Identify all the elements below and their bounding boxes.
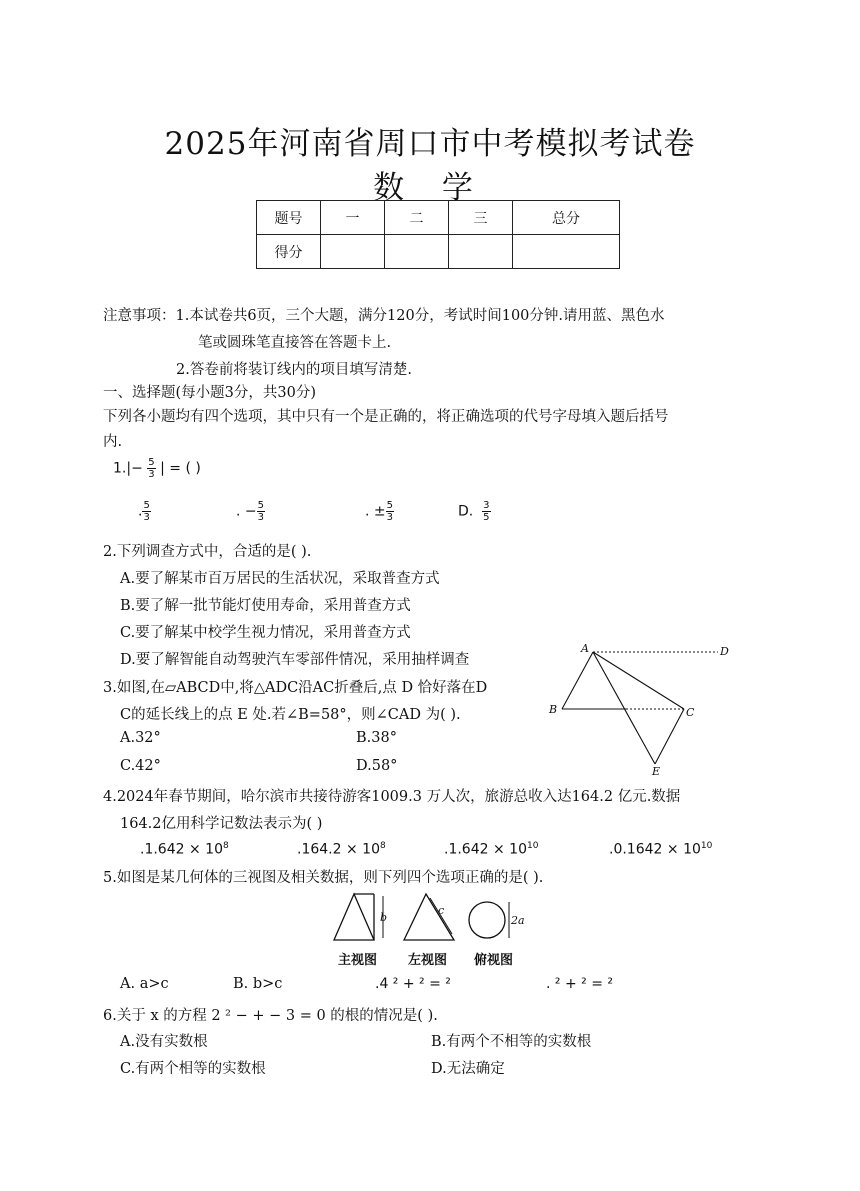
caption-side-view: 左视图 [408, 953, 448, 968]
q6-option-d[interactable]: D.无法确定 [431, 1061, 505, 1077]
q2-option-a[interactable]: A.要了解某市百万居民的生活状况，采取普查方式 [120, 571, 440, 587]
front-view-triangle [334, 894, 374, 940]
q3-option-c[interactable]: C.42° [120, 758, 161, 774]
q5-stem: 5.如图是某几何体的三视图及相关数据，则下列四个选项正确的是( ). [103, 870, 544, 886]
exponent: 8 [379, 841, 386, 851]
q5-option-c[interactable]: .4 ² + ² = ² [375, 976, 451, 992]
segment-ac [593, 652, 684, 709]
label-e: E [652, 765, 661, 778]
q3-option-d[interactable]: D.58° [356, 758, 398, 774]
q4-stem-2: 164.2亿用科学记数法表示为( ) [120, 816, 323, 832]
frac-num: 5 [143, 500, 150, 511]
q4-stem-1: 4.2024年春节期间，哈尔滨市共接待游客1009.3 万人次，旅游总收入达164.2 亿元.数据 [103, 789, 681, 805]
score-table [256, 200, 620, 269]
frac-num: 5 [386, 500, 394, 511]
subject-title: 数 学 [373, 170, 487, 206]
notes-line-1: 注意事项：1.本试卷共6页，三个大题，满分120分，考试时间100分钟.请用蓝、黑色水 [103, 308, 665, 324]
segment-ab [562, 652, 593, 709]
q6-option-b[interactable]: B.有两个不相等的实数根 [431, 1034, 592, 1050]
frac-den: 3 [257, 512, 265, 523]
q6-option-a[interactable]: A.没有实数根 [120, 1034, 208, 1050]
exam-title: 2025年河南省周口市中考模拟考试卷 [164, 126, 696, 162]
q3-stem-1: 3.如图,在▱ABCD中,将△ADC沿AC折叠后,点 D 恰好落在D [103, 680, 488, 696]
frac-num: 5 [257, 500, 265, 511]
q4-option-b[interactable] [297, 841, 386, 858]
q2-option-d[interactable]: D.要了解智能自动驾驶汽车零部件情况，采用抽样调查 [120, 652, 470, 668]
q1-option-a[interactable] [138, 500, 151, 523]
section-intro-2: 内. [103, 434, 123, 450]
label-a: A [581, 642, 589, 655]
q3-option-b[interactable]: B.38° [356, 730, 397, 746]
q4-option-d[interactable] [609, 841, 712, 858]
option-fraction [142, 500, 150, 523]
q1-option-d[interactable] [458, 500, 491, 523]
caption-top-view: 俯视图 [474, 953, 514, 968]
q1-stem [113, 457, 201, 480]
q1-prefix: 1.|− [113, 460, 143, 477]
frac-den: 3 [148, 469, 155, 480]
q1-option-b[interactable] [236, 500, 265, 523]
notes-line-2: 笔或圆珠笔直接答在答题卡上. [198, 335, 392, 351]
q5-option-a[interactable]: A. a>c [120, 976, 169, 992]
score-header-cell: 题号 [257, 201, 321, 235]
score-row-label: 得分 [257, 235, 321, 269]
q5-three-views-figure [330, 888, 530, 944]
exponent: 10 [526, 841, 539, 851]
option-prefix: . ± [365, 503, 386, 520]
score-header-cell: 三 [449, 201, 513, 235]
label-b: B [549, 703, 558, 716]
score-cell[interactable] [449, 235, 513, 269]
frac-den: 3 [143, 512, 150, 523]
label-c: C [686, 706, 695, 719]
option-fraction [257, 500, 265, 523]
frac-num: 3 [483, 500, 490, 511]
label-d: D [720, 645, 729, 658]
score-header-cell: 二 [385, 201, 449, 235]
option-prefix: . − [236, 503, 257, 520]
frac-den: 3 [386, 512, 394, 523]
q6-option-c[interactable]: C.有两个相等的实数根 [120, 1061, 266, 1077]
q3-option-a[interactable]: A.32° [120, 730, 161, 746]
side-view-triangle [404, 894, 454, 940]
option-text: .164.2 × 10 [297, 841, 380, 858]
score-header-cell: 一 [321, 201, 385, 235]
q6-stem: 6.关于 x 的方程 2 ² − + − 3 = 0 的根的情况是( ). [103, 1008, 438, 1024]
q1-fraction [147, 457, 155, 480]
q5-option-b[interactable]: B. b>c [233, 976, 283, 992]
q3-parallelogram-figure [540, 638, 750, 778]
option-fraction [482, 500, 490, 523]
exponent: 10 [700, 841, 713, 851]
q2-option-b[interactable]: B.要了解一批节能灯使用寿命，采用普查方式 [120, 598, 411, 614]
option-prefix: D. [458, 503, 474, 520]
option-fraction [386, 500, 394, 523]
option-text: .1.642 × 10 [444, 841, 527, 858]
q1-suffix: | = ( ) [160, 460, 201, 477]
option-prefix: . [138, 503, 143, 520]
score-cell[interactable] [513, 235, 620, 269]
segment-ae [593, 652, 655, 764]
score-header-cell: 总分 [513, 201, 620, 235]
score-cell[interactable] [321, 235, 385, 269]
q4-option-a[interactable] [140, 841, 229, 858]
frac-num: 5 [148, 457, 155, 468]
option-text: .0.1642 × 10 [609, 841, 701, 858]
top-view-circle [469, 902, 505, 938]
option-text: .1.642 × 10 [140, 841, 223, 858]
q2-stem: 2.下列调查方式中，合适的是( ). [103, 544, 312, 560]
score-cell[interactable] [385, 235, 449, 269]
segment-ce [655, 709, 684, 764]
section-heading: 一、选择题(每小题3分，共30分) [103, 385, 316, 401]
exponent: 8 [222, 841, 229, 851]
q3-stem-2: C的延长线上的点 E 处.若∠B=58°，则∠CAD 为( ). [120, 707, 461, 723]
notes-line-3: 2.答卷前将装订线内的项目填写清楚. [176, 362, 412, 378]
frac-den: 5 [483, 512, 490, 523]
q1-option-c[interactable] [365, 500, 394, 523]
label-b: b [380, 911, 388, 924]
label-2a: 2a [511, 914, 525, 927]
q2-option-c[interactable]: C.要了解某中校学生视力情况，采用普查方式 [120, 625, 411, 641]
q5-option-d[interactable]: . ² + ² = ² [546, 976, 613, 992]
label-c: c [438, 904, 445, 917]
q4-option-c[interactable] [444, 841, 538, 858]
section-intro-1: 下列各小题均有四个选项，其中只有一个是正确的，将正确选项的代号字母填入题后括号 [103, 409, 669, 425]
caption-front-view: 主视图 [338, 953, 378, 968]
